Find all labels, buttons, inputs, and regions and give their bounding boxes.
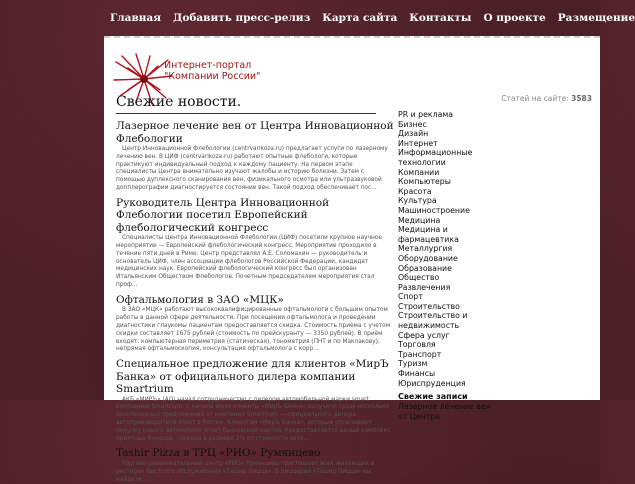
category-list <box>398 110 496 388</box>
post-title[interactable]: Офтальмология в ЗАО «МЦК» <box>116 293 284 306</box>
category-item[interactable]: Культура <box>398 196 437 206</box>
category-item[interactable]: Юриспруденция <box>398 378 466 388</box>
post-excerpt: АКБ «МИРЪ» (АО) начал сотрудничество с дилером автомобильной марки smart компанией Smartrium. С начала июля клиенты «МирЪ Банка» получили сразу несколько эксклюзивных предложений от компании Smartrium — официального дилера автопроизводителя smart в России. Клиентам «МирЪ Банка», которые оплачивают покупку нового автомобиля smart банковской картой, предоставляется целый комплекс приятных бонусов: - скидка в размере 2% от стоимости авто... <box>116 396 391 442</box>
category-item[interactable]: Информационные технологии <box>398 148 473 167</box>
main-content <box>116 94 394 483</box>
news-post <box>116 447 394 484</box>
news-post <box>116 120 394 193</box>
category-item[interactable]: Компании <box>398 167 440 177</box>
nav-about[interactable]: О проекте <box>483 12 546 24</box>
category-item[interactable]: PR и реклама <box>398 110 454 119</box>
page-paper <box>104 36 600 483</box>
category-item[interactable]: Машиностроение <box>398 205 470 215</box>
post-excerpt: Специалисты Центра Инновационной Флебологии (ЦИФ) посетили крупное научное мероприятие — Европейский флебологический конгресс. Мероприятие проходило в течение пяти дней в Риме. Центр представлял А.Е. Соломахин — руководитель и основатель ЦИФ, член ассоциации флебологов Российской Федерации, кандидат медицинских наук. Европейский флебологический конгресс был организован Итальянским Обществом Флебологов. Почетным председателем мероприятия стал проф... <box>116 235 382 289</box>
category-item[interactable]: Металлургия <box>398 244 453 254</box>
category-item[interactable]: Компьютеры <box>398 177 451 187</box>
post-title[interactable]: Лазерное лечение вен от Центра Инновационной Флебологии <box>116 120 394 145</box>
sidebar <box>398 110 496 421</box>
nav-home[interactable]: Главная <box>110 12 161 24</box>
logo-text <box>164 60 294 82</box>
article-count <box>501 94 592 103</box>
category-item[interactable]: Строительство и недвижимость <box>398 311 468 331</box>
news-post <box>116 197 394 290</box>
category-item[interactable]: Торговля <box>398 340 436 350</box>
logo-line-1: Интернет-портал <box>164 60 252 71</box>
post-title[interactable]: Tashir Pizza в ТРЦ «РИО» Румянцево <box>116 447 321 460</box>
top-nav <box>0 0 635 36</box>
news-post <box>116 358 394 443</box>
recent-post-item[interactable]: Лазерное лечение вен от Центра <box>398 402 491 421</box>
recent-posts-title: Свежие записи <box>398 392 468 402</box>
category-item[interactable]: Туризм <box>398 359 428 369</box>
article-count-value: 3583 <box>571 94 592 103</box>
post-excerpt: Торгово-развлекательный центр «РИО» Румянцево приглашает всех желающих в ресторан быстрого обслуживания «Ташир Пицца». В пиццерии «Ташир Пицца» вы найдете... <box>116 460 375 483</box>
category-item[interactable]: Образование <box>398 263 452 273</box>
nav-add-press-release[interactable]: Добавить пресс-релиз <box>173 12 311 24</box>
nav-placement[interactable]: Размещение <box>557 12 635 24</box>
recent-posts-list <box>398 402 496 421</box>
category-item[interactable]: Оборудование <box>398 253 458 263</box>
category-item[interactable]: Дизайн <box>398 129 429 139</box>
post-title[interactable]: Руководитель Центра Инновационной Флебологии посетил Европейский флебологический конгресс <box>116 196 330 234</box>
category-item[interactable]: Развлечения <box>398 282 451 292</box>
category-item[interactable]: Интернет <box>398 138 438 148</box>
category-item[interactable]: Красота <box>398 186 432 196</box>
category-item[interactable]: Сфера услуг <box>398 330 450 340</box>
post-title[interactable]: Специальное предложение для клиентов «МирЪ Банка» от официального дилера компании Smartrium <box>116 358 389 396</box>
news-post <box>116 294 394 354</box>
category-item[interactable]: Медицина и фармацевтика <box>398 225 459 244</box>
nav-contacts[interactable]: Контакты <box>409 12 472 24</box>
category-item[interactable]: Бизнес <box>398 119 427 129</box>
category-item[interactable]: Финансы <box>398 369 436 379</box>
category-item[interactable]: Общество <box>398 273 440 283</box>
post-excerpt: В ЗАО «МЦК» работают высококвалифицированные офтальмологи с большим опытом работы в данной сфере деятельности. При посещении офтальмолога и проведении диагностики глаукомы пациентам предоставляется скидка. Стоимость приема с учетом скидки составляет 1675 рублей (стоимость по прейскуранту — 3350 рублей). В приём входят: компьютерная периметрия (статическая), тонометрия (ПНТ и по Маклакову), непрямая офтальмоскопия, консультация офтальмолога с корр... <box>116 307 391 353</box>
category-item[interactable]: Строительство <box>398 301 460 311</box>
category-item[interactable]: Медицина <box>398 215 441 225</box>
section-title: Свежие новости. <box>116 94 376 114</box>
category-item[interactable]: Спорт <box>398 292 423 302</box>
category-item[interactable]: Транспорт <box>398 349 442 359</box>
logo-line-2: "Компании России" <box>164 71 261 82</box>
post-excerpt: Центр Инновационной Флебологии (centrvarikoza.ru) предлагает услуги по лазерному лечению вен. В ЦИФ (centrvarikoza.ru) работают опытные флебологи, которые практикуют индивидуальный подход к каждому пациенту. На первом этапе специалисты Центра внимательно изучают жалобы и историю болезни. Затем с помощью дуплексного сканирования вен, физикального осмотра или ультразвуковой допплерографии диагностируется состояние вен. Такой подход обеспечивает пос... <box>116 146 388 191</box>
article-count-label: Статей на сайте: <box>501 94 569 103</box>
nav-sitemap[interactable]: Карта сайта <box>322 12 398 24</box>
